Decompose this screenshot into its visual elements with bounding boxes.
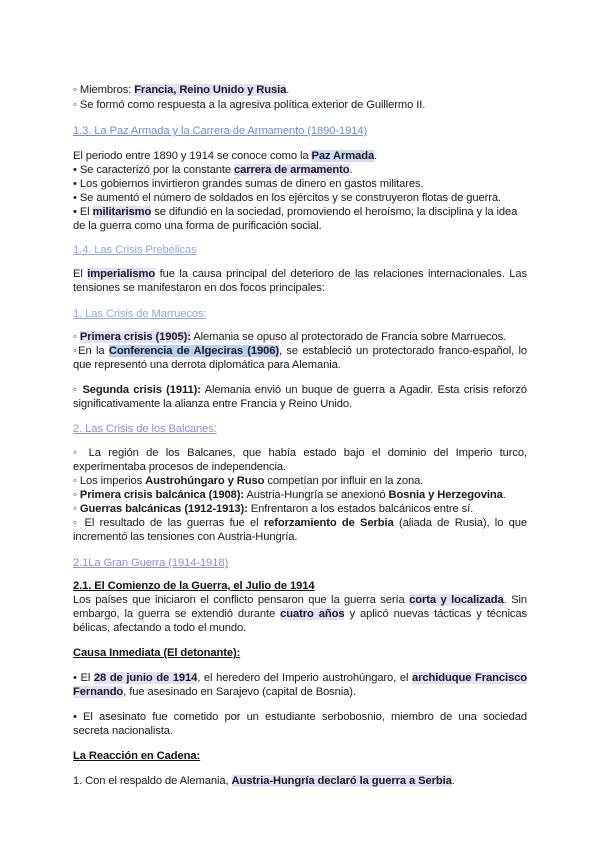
bold-text: Bosnia y Herzegovina bbox=[388, 489, 503, 501]
text: . Sin bbox=[503, 594, 527, 606]
text: , se estableció un protectorado franco-español, lo bbox=[279, 345, 528, 357]
bullet-militarismo-cont: de la guerra como una forma de purificación social. bbox=[73, 220, 322, 232]
text: El bbox=[73, 268, 88, 280]
section-heading-2-1: 2.1La Gran Guerra (1914-1918) bbox=[73, 557, 229, 569]
bullet-asesinato-cont: secreta nacionalista. bbox=[73, 725, 173, 737]
section-heading-causa: Causa Inmediata (El detonante): bbox=[73, 647, 241, 659]
text: 1. Con el respaldo de Alemania, bbox=[73, 775, 232, 787]
text: Alemania envió un buque de guerra a Agadir. Esta crisis reforzó bbox=[200, 384, 527, 396]
highlight: Francia, Reino Unido y Rusia bbox=[134, 84, 287, 96]
text: ◦ bbox=[73, 503, 80, 515]
item-region-balcanes: ◦ La región de los Balcanes, que había estado bajo el dominio del Imperio turco, bbox=[73, 447, 527, 459]
text: • El bbox=[73, 206, 93, 218]
highlight: corta y localizada bbox=[409, 594, 504, 606]
bullet-soldados: • Se aumentó el número de soldados en los ejércitos y se construyeron flotas de guerra. bbox=[73, 192, 502, 204]
bullet-28-junio-cont bbox=[73, 685, 527, 699]
item-resultado-cont: incrementó las tensiones con Austria-Hungría. bbox=[73, 531, 298, 543]
paragraph-imperialismo-cont: tensiones se manifestaron en dos focos principales: bbox=[73, 282, 325, 294]
paragraph-comienzo-3: bélicas, afectando a todo el mundo. bbox=[73, 622, 247, 634]
text: embargo, la guerra se extendió durante bbox=[73, 608, 281, 620]
highlight: Paz Armada bbox=[311, 150, 375, 162]
text: , el heredero del Imperio austrohúngaro, el bbox=[197, 672, 413, 684]
item-segunda-crisis bbox=[73, 383, 527, 397]
text: . bbox=[374, 150, 378, 162]
text: se difundió en la sociedad, promoviendo el heroísmo, la disciplina y la idea bbox=[151, 206, 518, 218]
text: Los países que iniciaron el conflicto pensaron que la guerra sería bbox=[73, 594, 410, 606]
item-primera-crisis bbox=[73, 330, 527, 344]
text: Alemania se opuso al protectorado de Francia sobre Marruecos. bbox=[190, 331, 507, 343]
item-region-balcanes-cont: experimentaba procesos de independencia. bbox=[73, 461, 287, 473]
text: competían por influir en la zona. bbox=[264, 475, 424, 487]
text: . bbox=[502, 489, 506, 501]
text: ◦ Los imperios bbox=[73, 475, 146, 487]
text: y aplicó nuevas tácticas y técnicas bbox=[344, 608, 528, 620]
text: Enfrentaron a los estados balcánicos entre sí. bbox=[247, 503, 474, 515]
item-resultado bbox=[73, 516, 527, 530]
section-heading-1-3: 1.3. La Paz Armada y la Carrera de Armamento (1890-1914) bbox=[73, 125, 368, 137]
highlight: 28 de junio de 1914 bbox=[93, 672, 198, 684]
highlight: militarismo bbox=[92, 206, 152, 218]
text: . bbox=[451, 775, 455, 787]
text: ◦ El resultado de las guerras fue el bbox=[73, 517, 264, 529]
highlight: Austria-Hungría declaró la guerra a Serbia bbox=[231, 775, 452, 787]
bold-text: Segunda crisis (1911): bbox=[82, 384, 201, 396]
bullet-asesinato: • El asesinato fue cometido por un estudiante serbobosnio, miembro de una sociedad bbox=[73, 711, 527, 723]
section-heading-1-4: 1.4. Las Crisis Prebélicas bbox=[73, 244, 197, 256]
bullet-28-junio bbox=[73, 671, 527, 685]
bold-text: Austrohúngaro y Ruso bbox=[145, 475, 265, 487]
highlight: Primera crisis (1905): bbox=[79, 331, 191, 343]
bullet-carrera bbox=[73, 163, 527, 177]
highlight: Fernando bbox=[73, 686, 124, 698]
text: ◦ Miembros: bbox=[73, 84, 135, 96]
item-primera-balcanica bbox=[73, 488, 527, 502]
text: . bbox=[349, 164, 353, 176]
text: ◦ bbox=[73, 489, 80, 501]
item-algeciras bbox=[73, 344, 527, 358]
item-guerras-balcanicas bbox=[73, 502, 527, 516]
section-heading-reaccion: La Reacción en Cadena: bbox=[73, 750, 201, 762]
bullet-militarismo bbox=[73, 205, 527, 219]
text: • Se caracterizó por la constante bbox=[73, 164, 234, 176]
subsection-heading-balcanes: 2. Las Crisis de los Balcanes: bbox=[73, 423, 217, 435]
highlight: cuatro años bbox=[280, 608, 345, 620]
subsection-heading-marruecos: 1. Las Crisis de Marruecos: bbox=[73, 308, 207, 320]
paragraph-respuesta: ◦ Se formó como respuesta a la agresiva política exterior de Guillermo II. bbox=[73, 99, 426, 111]
text: , fue asesinado en Sarajevo (capital de Bosnia). bbox=[123, 686, 356, 698]
paragraph-comienzo bbox=[73, 593, 527, 607]
paragraph-imperialismo bbox=[73, 267, 527, 281]
text: . bbox=[286, 84, 290, 96]
text: (aliada de Rusia), lo que bbox=[393, 517, 528, 529]
highlight: Conferencia de Algeciras (1906) bbox=[108, 345, 280, 357]
paragraph-comienzo-2 bbox=[73, 607, 527, 621]
highlight: imperialismo bbox=[87, 268, 156, 280]
item-algeciras-cont: que representó una derrota diplomática para Alemania. bbox=[73, 359, 341, 371]
text: ◦ bbox=[73, 331, 80, 343]
text: El periodo entre 1890 y 1914 se conoce como la bbox=[73, 150, 312, 162]
section-heading-comienzo: 2.1. El Comienzo de la Guerra, el Julio de 1914 bbox=[73, 580, 315, 592]
text: Austria-Hungría se anexionó bbox=[243, 489, 389, 501]
item-reaccion-1 bbox=[73, 774, 527, 788]
item-segunda-crisis-cont: significativamente la alianza entre Francia y Reino Unido. bbox=[73, 398, 353, 410]
bullet-gastos: • Los gobiernos invirtieron grandes sumas de dinero en gastos militares. bbox=[73, 178, 424, 190]
bold-text: reforzamiento de Serbia bbox=[263, 517, 394, 529]
bold-text: Guerras balcánicas (1912-1913): bbox=[79, 503, 248, 515]
paragraph-paz-armada bbox=[73, 149, 527, 163]
text: fue la causa principal del deterioro de las relaciones internacionales. Las bbox=[155, 268, 527, 280]
text: ◦En la bbox=[73, 345, 109, 357]
paragraph-miembros bbox=[73, 83, 527, 97]
bold-text: Primera crisis balcánica (1908): bbox=[79, 489, 244, 501]
highlight: carrera de armamento bbox=[233, 164, 350, 176]
item-imperios bbox=[73, 474, 527, 488]
text: ◦ bbox=[73, 384, 83, 396]
text: • El bbox=[73, 672, 94, 684]
highlight: archiduque Francisco bbox=[412, 672, 527, 684]
